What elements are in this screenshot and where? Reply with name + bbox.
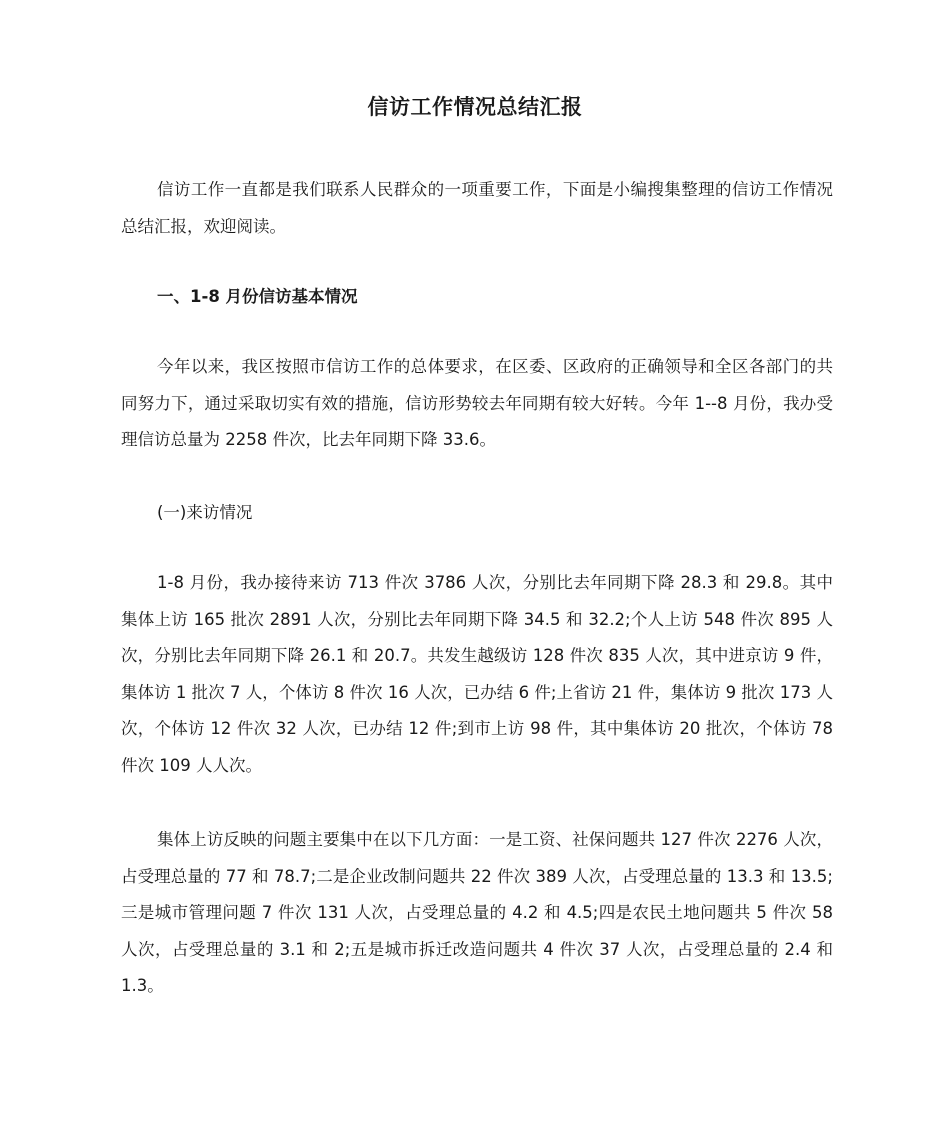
- body-paragraph-overview: 今年以来，我区按照市信访工作的总体要求，在区委、区政府的正确领导和全区各部门的共同努力下，通过采取切实有效的措施，信访形势较去年同期有较大好转。今年 1--8 月份，我办受理信访总量为 2258 件次，比去年同期下降 33.6。: [121, 357, 833, 449]
- body-paragraph-collective-issues: 集体上访反映的问题主要集中在以下几方面：一是工资、社保问题共 127 件次 2276 人次，占受理总量的 77 和 78.7;二是企业改制问题共 22 件次 389 人次，占受理总量的 13.3 和 13.5;三是城市管理问题 7 件次 131 人次，占受理总量的 4.2 和 4.5;四是农民土地问题共 5 件次 58 人次，占受理总量的 3.1 和 2;五是城市拆迁改造问题共 4 件次 37 人次，占受理总量的 2.4 和 1.3。: [121, 830, 833, 995]
- section-heading-1: 一、1-8 月份信访基本情况: [157, 287, 358, 306]
- intro-paragraph: 信访工作一直都是我们联系人民群众的一项重要工作，下面是小编搜集整理的信访工作情况总结汇报，欢迎阅读。: [121, 180, 833, 236]
- body-paragraph-visits: 1-8 月份，我办接待来访 713 件次 3786 人次，分别比去年同期下降 28.3 和 29.8。其中集体上访 165 批次 2891 人次，分别比去年同期下降 34.5 和 32.2;个人上访 548 件次 895 人次，分别比去年同期下降 26.1 和 20.7。共发生越级访 128 件次 835 人次，其中进京访 9 件，集体访 1 批次 7 人，个体访 8 件次 16 人次，已办结 6 件;上省访 21 件，集体访 9 批次 173 人次，个体访 12 件次 32 人次，已办结 12 件;到市上访 98 件，其中集体访 20 批次，个体访 78 件次 109 人人次。: [121, 573, 833, 775]
- document-title: 信访工作情况总结汇报: [367, 95, 583, 119]
- subsection-heading-visits: (一)来访情况: [157, 503, 253, 522]
